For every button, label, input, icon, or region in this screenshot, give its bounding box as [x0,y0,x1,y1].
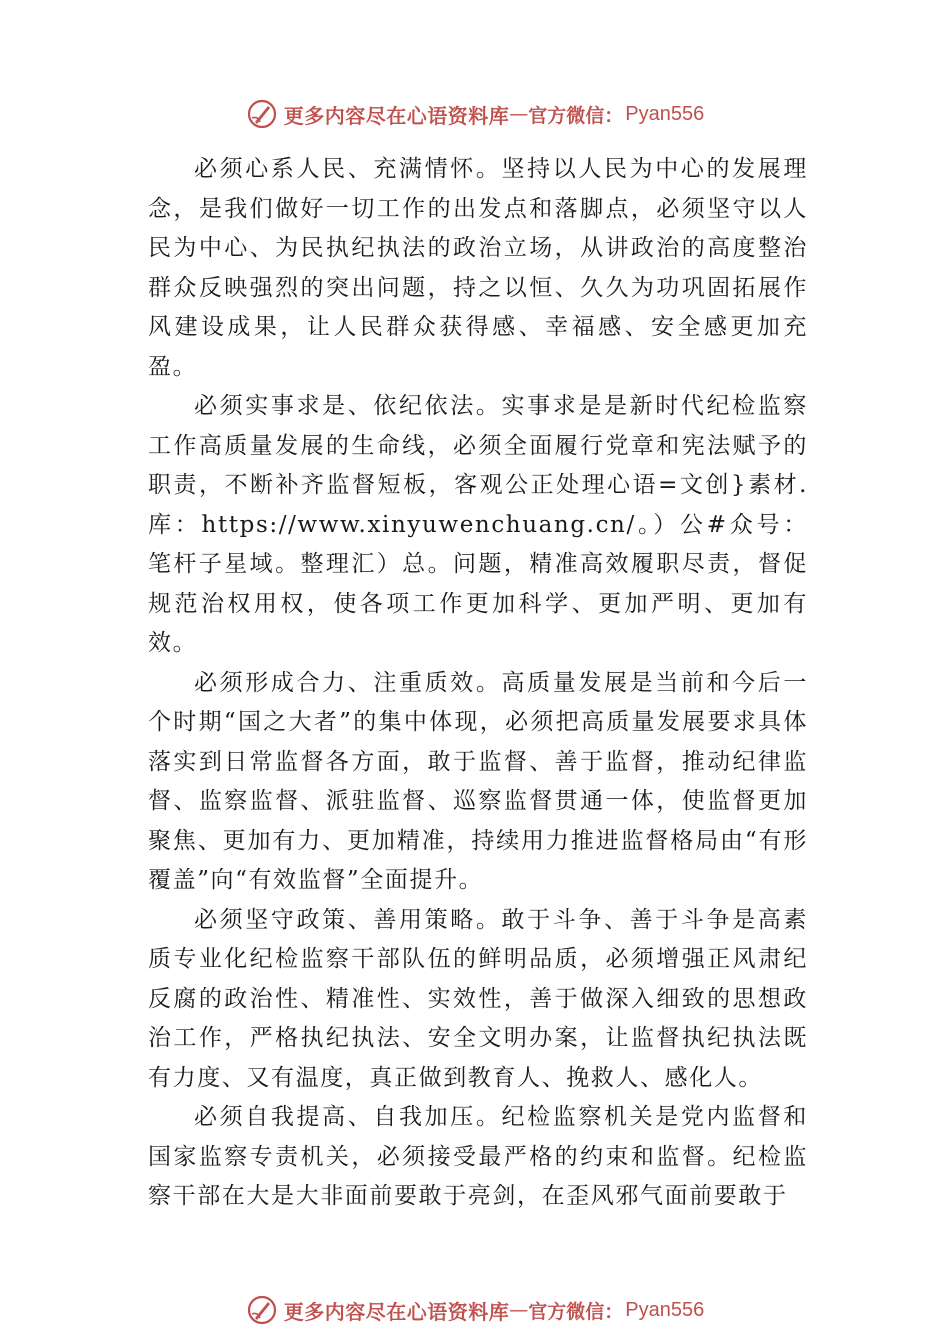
footer-brand-text: 更多内容尽在心语资料库 [283,1299,510,1324]
header-brand-text: 更多内容尽在心语资料库 [283,103,510,128]
paragraph: 必须形成合力、注重质效。高质量发展是当前和今后一个时期“国之大者”的集中体现，必须把高质量发展要求具体落实到日常监督各方面，敢于监督、善于监督，推动纪律监督、监察监督、派驻监督、巡察监督贯通一体，使监督更加聚焦、更加有力、更加精准，持续用力推进监督格局由“有形覆盖”向“有效监督”全面提升。 [148,669,808,893]
header-dash: — [509,103,529,125]
footer-dash: — [509,1299,529,1321]
paragraph: 必须心系人民、充满情怀。坚持以人民为中心的发展理念，是我们做好一切工作的出发点和落脚点，必须坚守以人民为中心、为民执纪执法的政治立场，从讲政治的高度整治群众反映强烈的突出问题，持之以恒、久久为功巩固拓展作风建设成果，让人民群众获得感、幸福感、安全感更加充盈。 [148,156,808,380]
paragraph: 必须自我提高、自我加压。纪检监察机关是党内监督和国家监察专责机关，必须接受最严格的约束和监督。纪检监察干部在大是大非面前要敢于亮剑，在歪风邪气面前要敢于 [148,1104,808,1209]
footer-banner [0,1290,950,1330]
header-banner [0,94,950,134]
footer-contact-label: 官方微信： [528,1300,624,1323]
quill-pen-logo-icon [246,98,278,130]
quill-pen-logo-icon [246,1294,278,1326]
header-contact-label: 官方微信： [528,104,624,127]
footer-wechat-id: Pyan556 [625,1298,705,1321]
header-wechat-id: Pyan556 [625,102,705,125]
paragraph: 必须坚守政策、善用策略。敢于斗争、善于斗争是高素质专业化纪检监察干部队伍的鲜明品质，必须增强正风肃纪反腐的政治性、精准性、实效性，善于做深入细致的思想政治工作，严格执纪执法、安全文明办案，让监督执纪执法既有力度、又有温度，真正做到教育人、挽救人、感化人。 [148,906,808,1091]
paragraph: 必须实事求是、依纪依法。实事求是是新时代纪检监察工作高质量发展的生命线，必须全面履行党章和宪法赋予的职责，不断补齐监督短板，客观公正处理心语=文创}素材.库：https://www.xinyuwenchuang.cn/。）公#众号：笔杆子星域。整理汇）总。问题，精准高效履职尽责，督促规范治权用权，使各项工作更加科学、更加严明、更加有效。 [148,393,808,656]
document-body [148,150,808,1217]
